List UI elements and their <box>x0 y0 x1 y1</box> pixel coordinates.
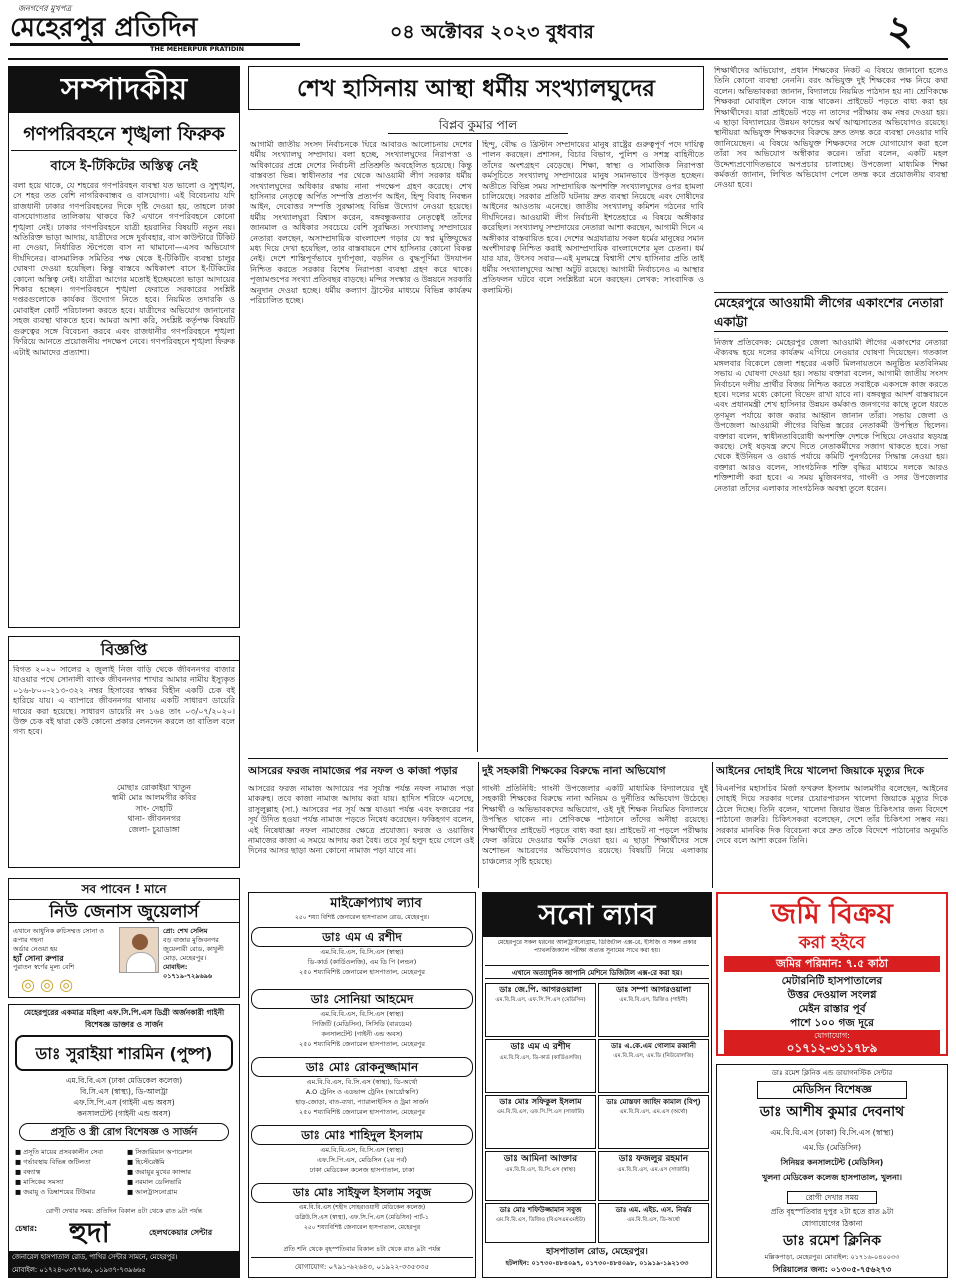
micropath-doctor <box>251 989 473 1053</box>
jewellers-owner <box>163 927 237 997</box>
doctor-left-clinic-label: চেম্বার: <box>15 1224 38 1233</box>
main-article <box>248 66 706 756</box>
jewellers-ad <box>8 878 240 998</box>
micropath-doctor <box>251 1057 473 1121</box>
doctor-line: এম.বি.বি.এস, বি.সি.এস (স্বাস্থ্য) <box>320 1010 404 1018</box>
page-number: ২ <box>886 8 913 54</box>
doctor-name: ডাঃ মোস্তফা জাহিদ কামাল (বিপ্) <box>606 1098 701 1106</box>
editorial-section <box>8 66 240 628</box>
main-body-col2: হিন্দু, বৌদ্ধ ও খ্রিস্টান সম্প্রদায়ের মানুষ রাষ্ট্রের গুরুত্বপূর্ণ পদে দায়িত্ব পালন করছেন। প্রশাসন, বিচার বিভাগ, পুলিশ ও সশস্ত্র বাহিনীতে তাঁদের অংশগ্রহণ বেড়েছে। শিক্ষা, স্বাস্থ্য ও সামাজিক নিরাপত্তা কর্মসূচিতে সংখ্যালঘু সম্প্রদায়ের মানুষ সমানভাবে উপকৃত হচ্ছেন। অতীতে বিভিন্ন সময় সাম্প্রদায়িক অপশক্তি সংখ্যালঘুদের ওপর হামলা চালিয়েছে। সরকার প্রতিটি ঘটনায় দ্রুত ব্যবস্থা নিয়েছে এবং দোষীদের আইনের আওতায় এনেছে। জাতীয় সংখ্যালঘু কমিশন গঠনের দাবি দীর্ঘদিনের। আওয়ামী লীগ নির্বাচনী ইশতেহারে এ বিষয়ে অঙ্গীকার করেছিল। সংখ্যালঘু সম্প্রদায়ের নেতারা আশা করছেন, আগামী দিনে এ অঙ্গীকার বাস্তবায়িত হবে। দেশের অগ্রযাত্রায় সকল ধর্মের মানুষের সমান অংশীদারত্ব নিশ্চিত করাই অসাম্প্রদায়িক বাংলাদেশের মূল চেতনা। ধর্ম যার যার, উৎসব সবার—এই মূলমন্ত্রে বিশ্বাসী শেখ হাসিনার প্রতি তাই ধর্মীয় সংখ্যালঘুদের আস্থা অটুট রয়েছে। আগামী নির্বাচনেও এ আস্থার প্রতিফলন ঘটবে বলে সংশ্লিষ্টরা মনে করছেন। লেখক: সাংবাদিক ও কলামিস্ট। <box>482 140 704 295</box>
location-line: পাশে ১০০ গজ দূরে <box>790 1017 874 1029</box>
masthead <box>0 0 956 60</box>
service-item: ■ সিজারিয়ান অপারেশন <box>127 1148 193 1156</box>
owner-detail: বড় বাজার মুজিবনগর <box>163 936 219 944</box>
sono-address: হাসপাতাল রোড, মেহেরপুর। <box>546 1247 648 1257</box>
notice-sign-line: মোছাঃ রোকাইয়া খাতুন <box>117 783 191 792</box>
location-line: মেটারনিটি হাসপাতালের <box>781 975 883 987</box>
editorial-headline: গণপরিবহনে শৃঙ্খলা ফিরুক <box>11 117 237 151</box>
doctor-name: ডাঃ সোনিয়া আহমেদ <box>251 989 473 1009</box>
mid-story-2 <box>482 762 708 888</box>
doctor-name: ডাঃ জে.পি. আগরওয়ালা <box>499 985 582 994</box>
medicine-clinic: ডাঃ রমেশ ক্লিনিক <box>782 1233 882 1249</box>
doctor-left-schedule: রোগী দেখার সময়: প্রতিদিন বিকাল ৪টা থেকে রাত ৯টা পর্যন্ত <box>45 1207 203 1215</box>
doctor-left-services-right <box>127 1147 235 1203</box>
medicine-address: মল্লিকপাড়া, মেহেরপুর। মোবাইল: ০১৭১৬-০৪০০৩৩ <box>764 1253 900 1261</box>
sono-phone: হটলাইন: ০১৭৩০-৪৮৪০৯৭, ০১৭৩০-৪৮৪০৯৮, ০১৯১৯-১৯২১৩৩ <box>505 1259 689 1267</box>
doctor-left-name: ডাঃ সুরাইয়া শারমিন (পুষ্প) <box>15 1035 233 1071</box>
notice-sign-line: স্বামী মোঃ আলমগীর কবির <box>111 793 197 803</box>
degree-line: এম.বি.বি.এস (ঢাকা) বি.সি.এস (স্বাস্থ্য) <box>770 1128 894 1137</box>
owner-photo <box>119 927 159 973</box>
doctor-line: এম.বি.বি.এস, বি.সি.এস (স্বাস্থ্য) <box>320 948 404 956</box>
masthead-tagline: জনগণের মুখপত্র <box>18 4 72 13</box>
medicine-intro: ডাঃ রমেশ ক্লিনিক এন্ড ডায়াগনস্টিক সেন্টার <box>771 1069 893 1077</box>
doctor-name: ডাঃ মোঃ রোকনুজ্জামান <box>251 1057 473 1077</box>
mid-story2-headline: দুই সহকারী শিক্ষকের বিরুদ্ধে নানা অভিযোগ <box>482 765 666 777</box>
degree-line: এফ.সি.পি.এস (গাইনী এন্ড অবস) <box>73 1098 175 1107</box>
right-story2-headline: মেহেরপুরে আওয়ামী লীগের একাংশের নেতারা একাট্টা <box>714 292 948 332</box>
service-item: ■ হিস্টেরেক্টমি <box>127 1158 165 1166</box>
sono-doctor <box>485 1203 596 1243</box>
medicine-serial: সিরিয়ালের জন্য: ০১৩০৫-৭৫৬২৭৩ <box>772 1265 892 1274</box>
micropath-phone: যোগাযোগ: ০৭৯১-৬২৬৪৩, ০১৯২২-৩৩৫৩৩৫ <box>251 1257 473 1275</box>
mid-story1-body: আসরের ফরজ নামাজ আদায়ের পর সূর্যাস্ত পর্যন্ত নফল নামাজ পড়া মাকরুহ। তবে কাজা নামাজ আদায় করা যায়। হাদিস শরিফে এসেছে, রাসুলুল্লাহ (সা.) আসরের পর সূর্য অস্ত যাওয়া পর্যন্ত এবং ফজরের পর সূর্য উদিত হওয়া পর্যন্ত নামাজ পড়তে নিষেধ করেছেন। ফকিহগণ বলেন, এই নিষেধাজ্ঞা নফল নামাজের ক্ষেত্রে প্রযোজ্য। ফরজ ও ওয়াজিব নামাজের কাজা এ সময়ে আদায় করা বৈধ। তবে সূর্য হলুদ হয়ে গেলে ওই দিনের আসর ছাড়া অন্য কোনো নামাজ পড়া যাবে না। <box>248 784 474 856</box>
doctor-name: ডাঃ এম. এইচ. এস. নির্ঝর <box>615 1206 692 1214</box>
service-item: ■ নরমাল ডেলিভারি <box>127 1178 182 1186</box>
sono-name: সনো ল্যাব <box>483 893 711 937</box>
notice-signature <box>69 783 239 865</box>
service-item: ■ জরায়ু ও ডিম্বাশয়ের টিউমার <box>15 1188 96 1196</box>
jewellers-name: নিউ জেনাস জুয়েলার্স <box>9 899 239 923</box>
doctor-line: ২৫০ শয্যাবিশিষ্ট জেনারেল হাসপাতাল, মেহেরপুর <box>298 1040 426 1048</box>
sono-lab-ad <box>482 892 712 1278</box>
mid-story-1 <box>248 762 474 888</box>
micropath-sub: ২৫০ শয্যা বিশিষ্ট জেনারেল হাসপাতাল রোড, মেহেরপুর। <box>294 914 430 921</box>
masthead-date: ০৪ অক্টোবর ২০২৩ বুধবার <box>390 21 594 43</box>
degree-line: সিনিয়র কনসালটেন্ট (মেডিসিন) <box>780 1158 884 1167</box>
medicine-name: ডাঃ আশীষ কুমার দেবনাথ <box>759 1104 905 1120</box>
doctor-left-specialty: প্রসূতি ও স্ত্রী রোগ বিশেষজ্ঞ ও সার্জন <box>19 1123 229 1141</box>
mid-story3-body: বিএনপির মহাসচিব মির্জা ফখরুল ইসলাম আলমগীর বলেছেন, আইনের দোহাই দিয়ে সরকার দলের চেয়ারপারসন খালেদা জিয়াকে মৃত্যুর দিকে ঠেলে দিচ্ছে। তিনি বলেন, খালেদা জিয়ার উন্নত চিকিৎসার জন্য বিদেশে পাঠানো জরুরি। চিকিৎসকরা বলেছেন, দেশে তাঁর চিকিৎসা সম্ভব নয়। সরকার মানবিক দিক বিবেচনা করে দ্রুত তাঁকে বিদেশে পাঠানোর অনুমতি দেবে বলে আশা করেন তিনি। <box>716 784 948 846</box>
service-item: ■ গর্ভাবস্থায় বিভিন্ন জটিলতা <box>15 1158 91 1166</box>
doctor-ad-left <box>8 1004 240 1278</box>
doctor-name: ডাঃ এম এ রশীদ <box>251 927 473 947</box>
medicine-specialty: মেডিসিন বিশেষজ্ঞ <box>757 1081 907 1099</box>
land-sale-ad <box>716 892 948 1056</box>
doctor-line: A.O ট্রেনিং ও এডভান্স ট্রেনিং (আর্থ্রোস্কপি) <box>305 1088 419 1096</box>
doctor-name: ডাঃ আমিনা আক্তার <box>503 1154 578 1164</box>
sono-doctor <box>598 1039 709 1093</box>
doctor-line: এম.বি.বি.এস, ডি-কার্ড (কার্ডিওলজি) <box>499 1055 582 1061</box>
doctor-line: ডব্লিউ.সি.এস (স্বাস্থ্য), এফ.সি.পি.এস (মেডিসিন) পার্ট-১ <box>295 1214 429 1221</box>
main-headline: শেখ হাসিনায় আস্থা ধর্মীয় সংখ্যালঘুদের <box>248 66 704 110</box>
doctor-line: এম.বি.বি.এস, বি.সি.এস (স্বাস্থ্য) <box>505 1167 576 1173</box>
medicine-ad <box>716 1064 948 1278</box>
doctor-line: এম.বি.বি.এস, এফ.সি.পি.এস (সার্জারি) <box>496 1109 585 1115</box>
doctor-name: ডাঃ সম্পা আগরওয়ালা <box>615 985 692 994</box>
doctor-name: ডাঃ মোঃ সাইফুল ইসলাম সবুজ <box>251 1183 473 1203</box>
masthead-subtitle: THE MEHERPUR PRATIDIN <box>150 45 245 53</box>
doctor-left-degrees <box>11 1075 237 1119</box>
notice-title: বিজ্ঞপ্তি <box>9 639 239 661</box>
doctor-line: পিজিটি (মেডিসিন), সিসিডি (বারডেম) <box>312 1020 412 1028</box>
location-line: উত্তর দেওয়াল সংলগ্ন <box>787 989 877 1001</box>
doctor-left-clinic-sub: হেলথকেয়ার সেন্টার <box>149 1228 213 1237</box>
doctor-line: হাড়-জোড়া, বাত-ব্যথা, প্যারালাইসিস ও ট্রমা সার্জন <box>295 1098 429 1106</box>
jewellers-line: এখানে আধুনিক রুচিসম্মত সোনা ও রূপার গহনা <box>13 927 105 944</box>
sono-doctor <box>485 1039 596 1093</box>
degree-line: এম.ডি (মেডিসিন) <box>802 1143 862 1152</box>
doctor-line: এফ.সি.পি.এস, মেডিসিন (২য় পর্ব) <box>317 1156 407 1164</box>
doctor-line: ঢাকা মেডিকেল কলেজ হাসপাতাল, ঢাকা <box>309 1166 415 1174</box>
medicine-degrees <box>719 1125 945 1189</box>
medicine-schedule-label: রোগী দেখার সময় <box>787 1191 877 1204</box>
notice-sign-line: থানা- জীবননগর <box>127 814 181 824</box>
jewellers-tagline: সব পাবেন ! মানে <box>81 882 167 896</box>
degree-line: বি.সি.এস (স্বাস্থ্য), ডি-আলট্রা <box>80 1087 168 1096</box>
land-phone: ০১৭১২-৩১১৭৮৯ <box>786 1041 878 1054</box>
right-top-body: শিক্ষার্থীদের অভিযোগ, প্রধান শিক্ষকের নিকট এ বিষয়ে জানানো হলেও তিনি কোনো ব্যবস্থা নেননি। বরং অভিযুক্ত দুই শিক্ষকের পক্ষ নিয়ে কথা বলেন। অভিভাবকরা জানান, বিদ্যালয়ে নিয়মিত পাঠদান হয় না। শ্রেণিকক্ষে শিক্ষকরা মোবাইল ফোনে ব্যস্ত থাকেন। প্রাইভেট পড়তে বাধ্য করা হয় শিক্ষার্থীদের। যারা প্রাইভেট পড়ে না তাদের পরীক্ষায় কম নম্বর দেওয়া হয়। এ ছাড়া বিদ্যালয়ের উন্নয়ন ফান্ডের অর্থ আত্মসাতের অভিযোগও রয়েছে। স্থানীয়রা অভিযুক্ত শিক্ষকদের বিরুদ্ধে দ্রুত তদন্ত করে ব্যবস্থা নেওয়ার দাবি জানিয়েছেন। এ বিষয়ে অভিযুক্ত শিক্ষকদের সঙ্গে যোগাযোগ করা হলে তাঁরা সব অভিযোগ অস্বীকার করেন। তাঁরা বলেন, একটি মহল উদ্দেশ্যপ্রণোদিতভাবে অপপ্রচার চালাচ্ছে। উপজেলা মাধ্যমিক শিক্ষা কর্মকর্তা জানান, লিখিত অভিযোগ পেলে তদন্ত করে প্রয়োজনীয় ব্যবস্থা নেওয়া হবে। <box>714 66 948 190</box>
service-item: ■ জরায়ুর মুখের ক্যান্সার <box>127 1168 191 1176</box>
doctor-line: ২৫০ শয্যাবিশিষ্ট জেনারেল হাসপাতাল, মেহেরপুর <box>298 1108 426 1116</box>
editorial-subhead: বাসে ই-টিকিটের অস্তিত্ব নেই <box>50 159 198 174</box>
doctor-line: কনসালটেন্ট (গাইনী এন্ড অবস) <box>321 1030 403 1038</box>
land-title: জমি বিক্রয় <box>771 897 893 930</box>
main-byline: বিপ্লব কুমার পাল <box>388 116 568 134</box>
doctor-line: ২৫০ শয্যাবিশিষ্ট জেনারেল হাসপাতাল, মেহেরপুর <box>303 1224 421 1231</box>
editorial-body: বলা হয়ে থাকে, যে শহরের গণপরিবহন ব্যবস্থা যত ভালো ও সুশৃঙ্খল, সে শহর তত বেশি নাগরিকবান্ধব ও বাসযোগ্য। এই বিবেচনায় যদি রাজধানী ঢাকার গণপরিবহনের দিকে দৃষ্টি দেওয়া হয়, তাহলে ঢাকা বাসযোগ্যতার তালিকায় থাকবে কি? এখানে গণপরিবহনে কোনো শৃঙ্খলা নেই। ঢাকার গণপরিবহনে যাত্রী হয়রানির বিষয়টি নতুন নয়। অতিরিক্ত ভাড়া আদায়, যাত্রীদের সঙ্গে দুর্ব্যবহার, বাস কাউন্টারে টিকিট না দেওয়া, নির্ধারিত স্টপেজে বাস না থামানো—এসব অভিযোগ দীর্ঘদিনের। বাসমালিক সমিতির পক্ষ থেকে ই-টিকিটিং ব্যবস্থা চালুর ঘোষণা দেওয়া হয়েছিল। কিন্তু বাস্তবে অধিকাংশ বাসে ই-টিকিটের কোনো অস্তিত্ব নেই। যাত্রীরা আগের মতোই ইচ্ছেমতো ভাড়া আদায়ের শিকার হচ্ছেন। গণপরিবহনে শৃঙ্খলা ফেরাতে সরকারের সংশ্লিষ্ট দপ্তরগুলোকে কার্যকর উদ্যোগ নিতে হবে। নিয়মিত তদারকি ও মোবাইল কোর্ট পরিচালনা করতে হবে। যাত্রীদের অভিযোগ জানানোর সহজ ব্যবস্থা থাকতে হবে। আমরা আশা করি, সংশ্লিষ্ট কর্তৃপক্ষ বিষয়টি গুরুত্বের সঙ্গে বিবেচনা করবে এবং রাজধানীর গণপরিবহনে শৃঙ্খলা ফিরিয়ে আনতে প্রয়োজনীয় পদক্ষেপ নেবে। গণপরিবহনে শৃঙ্খলা ফিরুক এটাই আমাদের প্রত্যাশা। <box>13 181 235 357</box>
doctor-left-services-left <box>15 1147 123 1203</box>
doctor-name: ডাঃ ফজলুর রহমান <box>618 1154 689 1164</box>
micropath-ad <box>248 892 476 1278</box>
doctor-line: এম.বি.বি.এস, বি.সি.এস (স্বাস্থ্য) <box>320 1146 404 1154</box>
service-item: ■ বন্ধ্যাত্ব <box>15 1168 41 1176</box>
right-column <box>714 66 948 756</box>
right-story2-body: নিজস্ব প্রতিবেদক: মেহেরপুর জেলা আওয়ামী লীগের একাংশের নেতারা ঐক্যবদ্ধ হয়ে দলের কার্যক্রম এগিয়ে নেওয়ার ঘোষণা দিয়েছেন। গতকাল মঙ্গলবার বিকেলে জেলা শহরের একটি মিলনায়তনে অনুষ্ঠিত মতবিনিময় সভায় এ ঘোষণা দেওয়া হয়। সভায় বক্তারা বলেন, আগামী জাতীয় সংসদ নির্বাচনে দলীয় প্রার্থীর বিজয় নিশ্চিত করতে সবাইকে একসঙ্গে কাজ করতে হবে। দলের মধ্যে কোনো বিভেদ রাখা যাবে না। বঙ্গবন্ধুর আদর্শ বাস্তবায়নে এবং প্রধানমন্ত্রী শেখ হাসিনার উন্নয়ন কর্মকাণ্ড জনগণের কাছে তুলে ধরতে তৃণমূল পর্যায়ে কাজ করার আহ্বান জানান তাঁরা। সভায় জেলা ও উপজেলা আওয়ামী লীগের বিভিন্ন স্তরের নেতাকর্মী উপস্থিত ছিলেন। বক্তারা বলেন, স্বাধীনতাবিরোধী অপশক্তি দেশকে পিছিয়ে নেওয়ার ষড়যন্ত্র করছে। সেই ষড়যন্ত্র রুখে দিতে নেতাকর্মীদের সজাগ থাকতে হবে। সভা থেকে ইউনিয়ন ও ওয়ার্ড পর্যায়ে কমিটি পুনর্গঠনের সিদ্ধান্ত নেওয়া হয়। বক্তারা আরও বলেন, সাংগঠনিক শক্তি বৃদ্ধির মাধ্যমে দলকে আরও শক্তিশালী করা হবে। এ সময় মুজিবনগর, গাংনী ও সদর উপজেলার নেতারা তাঁদের এলাকার সাংগঠনিক অবস্থা তুলে ধরেন। <box>714 338 948 493</box>
land-contact-label: যোগাযোগ: <box>814 1031 850 1040</box>
micropath-footer: প্রতি শনি থেকে বৃহস্পতিবার বিকাল ৪টা থেকে রাত ৯টা পর্যন্ত <box>283 1245 441 1253</box>
main-body-col1: আগামী জাতীয় সংসদ নির্বাচনকে ঘিরে আবারও আলোচনায় দেশের ধর্মীয় সংখ্যালঘু সম্প্রদায়। বলা হচ্ছে, সংখ্যালঘুদের নিরাপত্তা ও অধিকারের প্রশ্নে দেশের নির্বাচনী প্রতিশ্রুতি অবহেলিত হয়েছে। কিন্তু বাস্তবতা ভিন্ন। স্বাধীনতার পর থেকে আওয়ামী লীগ সরকার ধর্মীয় সংখ্যালঘুদের অধিকার রক্ষায় নানা পদক্ষেপ গ্রহণ করেছে। শেখ হাসিনার নেতৃত্বে অর্পিত সম্পত্তি প্রত্যর্পণ আইন, হিন্দু বিবাহ নিবন্ধন আইন, দেবোত্তর সম্পত্তি সুরক্ষাসহ বিভিন্ন উদ্যোগ নেওয়া হয়েছে। ধর্মীয় সংখ্যালঘুরা বিশ্বাস করেন, বঙ্গবন্ধুকন্যার নেতৃত্বেই তাঁদের জানমাল ও অধিকার সবচেয়ে বেশি সুরক্ষিত। সংখ্যালঘু সম্প্রদায়ের নেতারা বলছেন, অসাম্প্রদায়িক বাংলাদেশ গড়ার যে স্বপ্ন মুক্তিযুদ্ধের মধ্য দিয়ে দেখা হয়েছিল, তার বাস্তবায়নে শেখ হাসিনার কোনো বিকল্প নেই। দেশে শান্তিপূর্ণভাবে দুর্গাপূজা, বড়দিন ও বুদ্ধপূর্ণিমা উদযাপন নিশ্চিত করতে সরকার বিশেষ নিরাপত্তা ব্যবস্থা গ্রহণ করে থাকে। পূজামণ্ডপের সংখ্যা প্রতিবছর বাড়ছে। মন্দির সংস্কার ও উন্নয়নে সরকারি অনুদান দেওয়া হচ্ছে। ধর্মীয় কল্যাণ ট্রাস্টের মাধ্যমে বিভিন্ন কার্যক্রম পরিচালিত হচ্ছে। <box>250 140 472 306</box>
doctor-name: ডাঃ মোঃ শফিউজ্জামান সবুজ <box>499 1206 582 1214</box>
doctor-line: এম.বি.বি.এস, এফ.সি.পি.এস (মেডিসিন) <box>495 997 586 1003</box>
owner-name: প্রো: শেখ সেলিম <box>163 927 208 935</box>
sono-intro: মেহেরপুরে সকল ধরনের আলট্রাসনোগ্রাম, ডিজিটাল এক্স-রে, ইসিজি ও সকল প্রকার প্যাথলজিক্যাল পরীক্ষা অত্যন্ত সুনামের সাথে করা হয়। <box>497 939 697 954</box>
doctor-line: এম.বি.বি.এস, এম.এস (অর্থো) <box>619 1109 688 1115</box>
sono-doctor <box>598 1203 709 1243</box>
notice-box <box>8 636 240 868</box>
doctor-line: এম.বি.বি.এস, ডি-অর্থো <box>627 1217 680 1223</box>
notice-sign-line: জেলা- চুয়াডাঙ্গা <box>128 824 180 834</box>
doctor-line: এম.বি.বি.এস, বি.সি.এস (স্বাস্থ্য), ডি-অর্থো <box>306 1078 418 1086</box>
micropath-doctor <box>251 1125 473 1179</box>
sono-doctor <box>598 1151 709 1201</box>
land-contact <box>724 1030 940 1054</box>
service-item: ■ আলট্রাসনোগ্রাম <box>127 1188 178 1196</box>
degree-line: কনসালটেন্ট (গাইনী এন্ড অবস) <box>77 1109 171 1118</box>
doctor-name: ডাঃ মোঃ সফিকুল ইসলাম <box>499 1097 582 1106</box>
editorial-label: সম্পাদকীয় <box>9 67 239 113</box>
land-location <box>718 974 946 1030</box>
jewellery-icon: ◎ ◎ ◎ <box>21 975 74 994</box>
jewellers-line: অর্ডার নেওয়া হয় <box>13 945 58 953</box>
sono-banner: এখানে অত্যাধুনিক জাপানি মেশিনে ডিজিটাল এক্স-রে করা হয়। <box>485 965 709 979</box>
location-line: মেইন রাস্তার পূর্ব <box>798 1003 866 1015</box>
doctor-line: এম.বি.বি.এস, ডিজিও (গাইনী) <box>619 997 688 1003</box>
doctor-name: ডাঃ এ.কে.এম গোলাম রব্বানী <box>611 1042 696 1050</box>
doctor-line: এম.বি.বি.এস, এম.এস (সার্জারি) <box>617 1167 690 1173</box>
sono-doctor <box>485 1095 596 1149</box>
jewellers-line: হ্যাঁ সোনা রুপার <box>13 954 64 963</box>
micropath-doctor <box>251 927 473 985</box>
medicine-contact-label: যোগাযোগের ঠিকানা <box>801 1219 863 1228</box>
medicine-schedule: প্রতি বৃহস্পতিবার দুপুর ২টা হতে রাত ৯টা <box>770 1207 894 1216</box>
doctor-line: ২৫০ শয্যাবিশিষ্ট জেনারেল হাসপাতাল, মেহেরপুর <box>298 968 426 976</box>
mid-story2-body: গাংনী প্রতিনিধি: গাংনী উপজেলার একটি মাধ্যমিক বিদ্যালয়ের দুই সহকারী শিক্ষকের বিরুদ্ধে নানা অনিয়ম ও দুর্নীতির অভিযোগ উঠেছে। শিক্ষার্থী ও অভিভাবকদের অভিযোগ, ওই দুই শিক্ষক নিয়মিত বিদ্যালয়ে উপস্থিত থাকেন না। শ্রেণিকক্ষে পাঠদানে তাঁদের অনীহা রয়েছে। শিক্ষার্থীদের প্রাইভেট পড়তে বাধ্য করা হয়। প্রাইভেট না পড়লে পরীক্ষায় ফেল করিয়ে দেওয়ার হুমকি দেওয়া হয়। এ ছাড়া শিক্ষার্থীদের সঙ্গে অশোভন আচরণের অভিযোগও রয়েছে। বিষয়টি নিয়ে এলাকায় চাঞ্চল্যের সৃষ্টি হয়েছে। <box>482 784 708 866</box>
doctor-left-footer <box>9 1251 239 1277</box>
mid-story1-headline: আসরের ফরজ নামাজের পর নফল ও কাজা পড়ার <box>248 765 458 777</box>
sono-doctor <box>485 1151 596 1201</box>
sono-doctor <box>598 983 709 1037</box>
jewellers-line: পুরাতন স্বর্ণের মূল্য বেশি <box>13 963 75 971</box>
sono-doctor <box>598 1095 709 1149</box>
doctor-name: ডাঃ এম এ রশীদ <box>510 1042 571 1052</box>
degree-line: খুলনা মেডিকেল কলেজ হাসপাতাল, খুলনা। <box>761 1173 903 1182</box>
degree-line: এম.বি.বি.এস (ঢাকা মেডিকেল কলেজ) <box>65 1076 183 1085</box>
owner-detail: মোবাইল: ০১৭১৯-৭২৯৬৯৬ <box>163 963 213 980</box>
land-size: জমির পরিমান: ৭.৫ কাঠা <box>724 956 940 972</box>
micropath-name: মাইক্রোপ্যাথ ল্যাব <box>330 896 422 911</box>
sono-doctor <box>485 983 596 1037</box>
doctor-left-phone: মোবাইল: ০১৭২৪-০৩৭৭৬৬, ০১৯৩৭-৭৩৯৬৬৫ <box>12 1266 146 1274</box>
doctor-left-address: জেনারেল হাসপাতাল রোড, পাখির সেন্টার সামনে, মেহেরপুর। <box>12 1253 178 1261</box>
land-subtitle: করা হইবে <box>798 933 866 953</box>
owner-detail: জুয়েলারী রোড, কাথুলী মোড়, মেহেরপুর। <box>163 945 224 962</box>
notice-sign-line: সাং- দেহাটি <box>135 803 173 813</box>
mid-story3-headline: আইনের দোহাই দিয়ে খালেদা জিয়াকে মৃত্যুর দিকে <box>716 765 925 777</box>
doctor-name: ডাঃ মোঃ শাহিদুল ইসলাম <box>251 1125 473 1145</box>
doctor-line: ডি-কার্ড (কার্ডিওলজি), এম ডি পি (লন্ডন) <box>307 958 417 966</box>
doctor-line: এম.বি.বি.এস, এম.ডি (নিউরোলজি) <box>613 1053 694 1059</box>
mid-story-3 <box>716 762 948 888</box>
doctor-left-intro: মেহেরপুরের একমাত্র মহিলা এফ.সি.পি.এস ডিগ্রী অর্জনকারী গাইনী বিশেষজ্ঞ ডাক্তার ও সার্জন <box>23 1008 225 1029</box>
doctor-line: এম.বি.বি.এস (শহীদ সোহরাওয়ার্দী মেডিকেল কলেজ) <box>298 1204 426 1211</box>
masthead-title: মেহেরপুর প্রতিদিন <box>10 10 300 46</box>
doctor-left-clinic: হুদা <box>69 1217 110 1249</box>
notice-body: বিগত ২০২০ সালের ২ জুলাই নিজ বাড়ি থেকে জীবননগর বাজার যাওয়ার পথে সোনালী ব্যাংক জীবননগর শাখার আমার নামীয় ইস্যুকৃত ০১৬-৮০০-২১৩-৩২২ নম্বর হিসাবের স্বাক্ষর বিহীন একটি চেক বই হারিয়ে যায়। এ ব্যাপারে জীবননগর থানায় একটি সাধারণ ডায়েরি দায়ের করা হয়েছে। সাধারণ ডায়েরি নং ১৬৪ তাং ০৩/০৭/২০২০। উক্ত চেক বই দ্বারা কেউ কোনো প্রকার লেনদেন করলে তা বাতিল বলে গণ্য হবে। <box>13 665 235 737</box>
doctor-line: এম.বি.বি.এস, ডিজিও (বিএসএমএমইউ) <box>495 1217 586 1223</box>
micropath-doctor <box>251 1183 473 1237</box>
service-item: ■ প্রসূতি মায়ের প্রসবকালীন সেবা <box>15 1148 104 1156</box>
service-item: ■ মাসিকের সমস্যা <box>15 1178 64 1186</box>
